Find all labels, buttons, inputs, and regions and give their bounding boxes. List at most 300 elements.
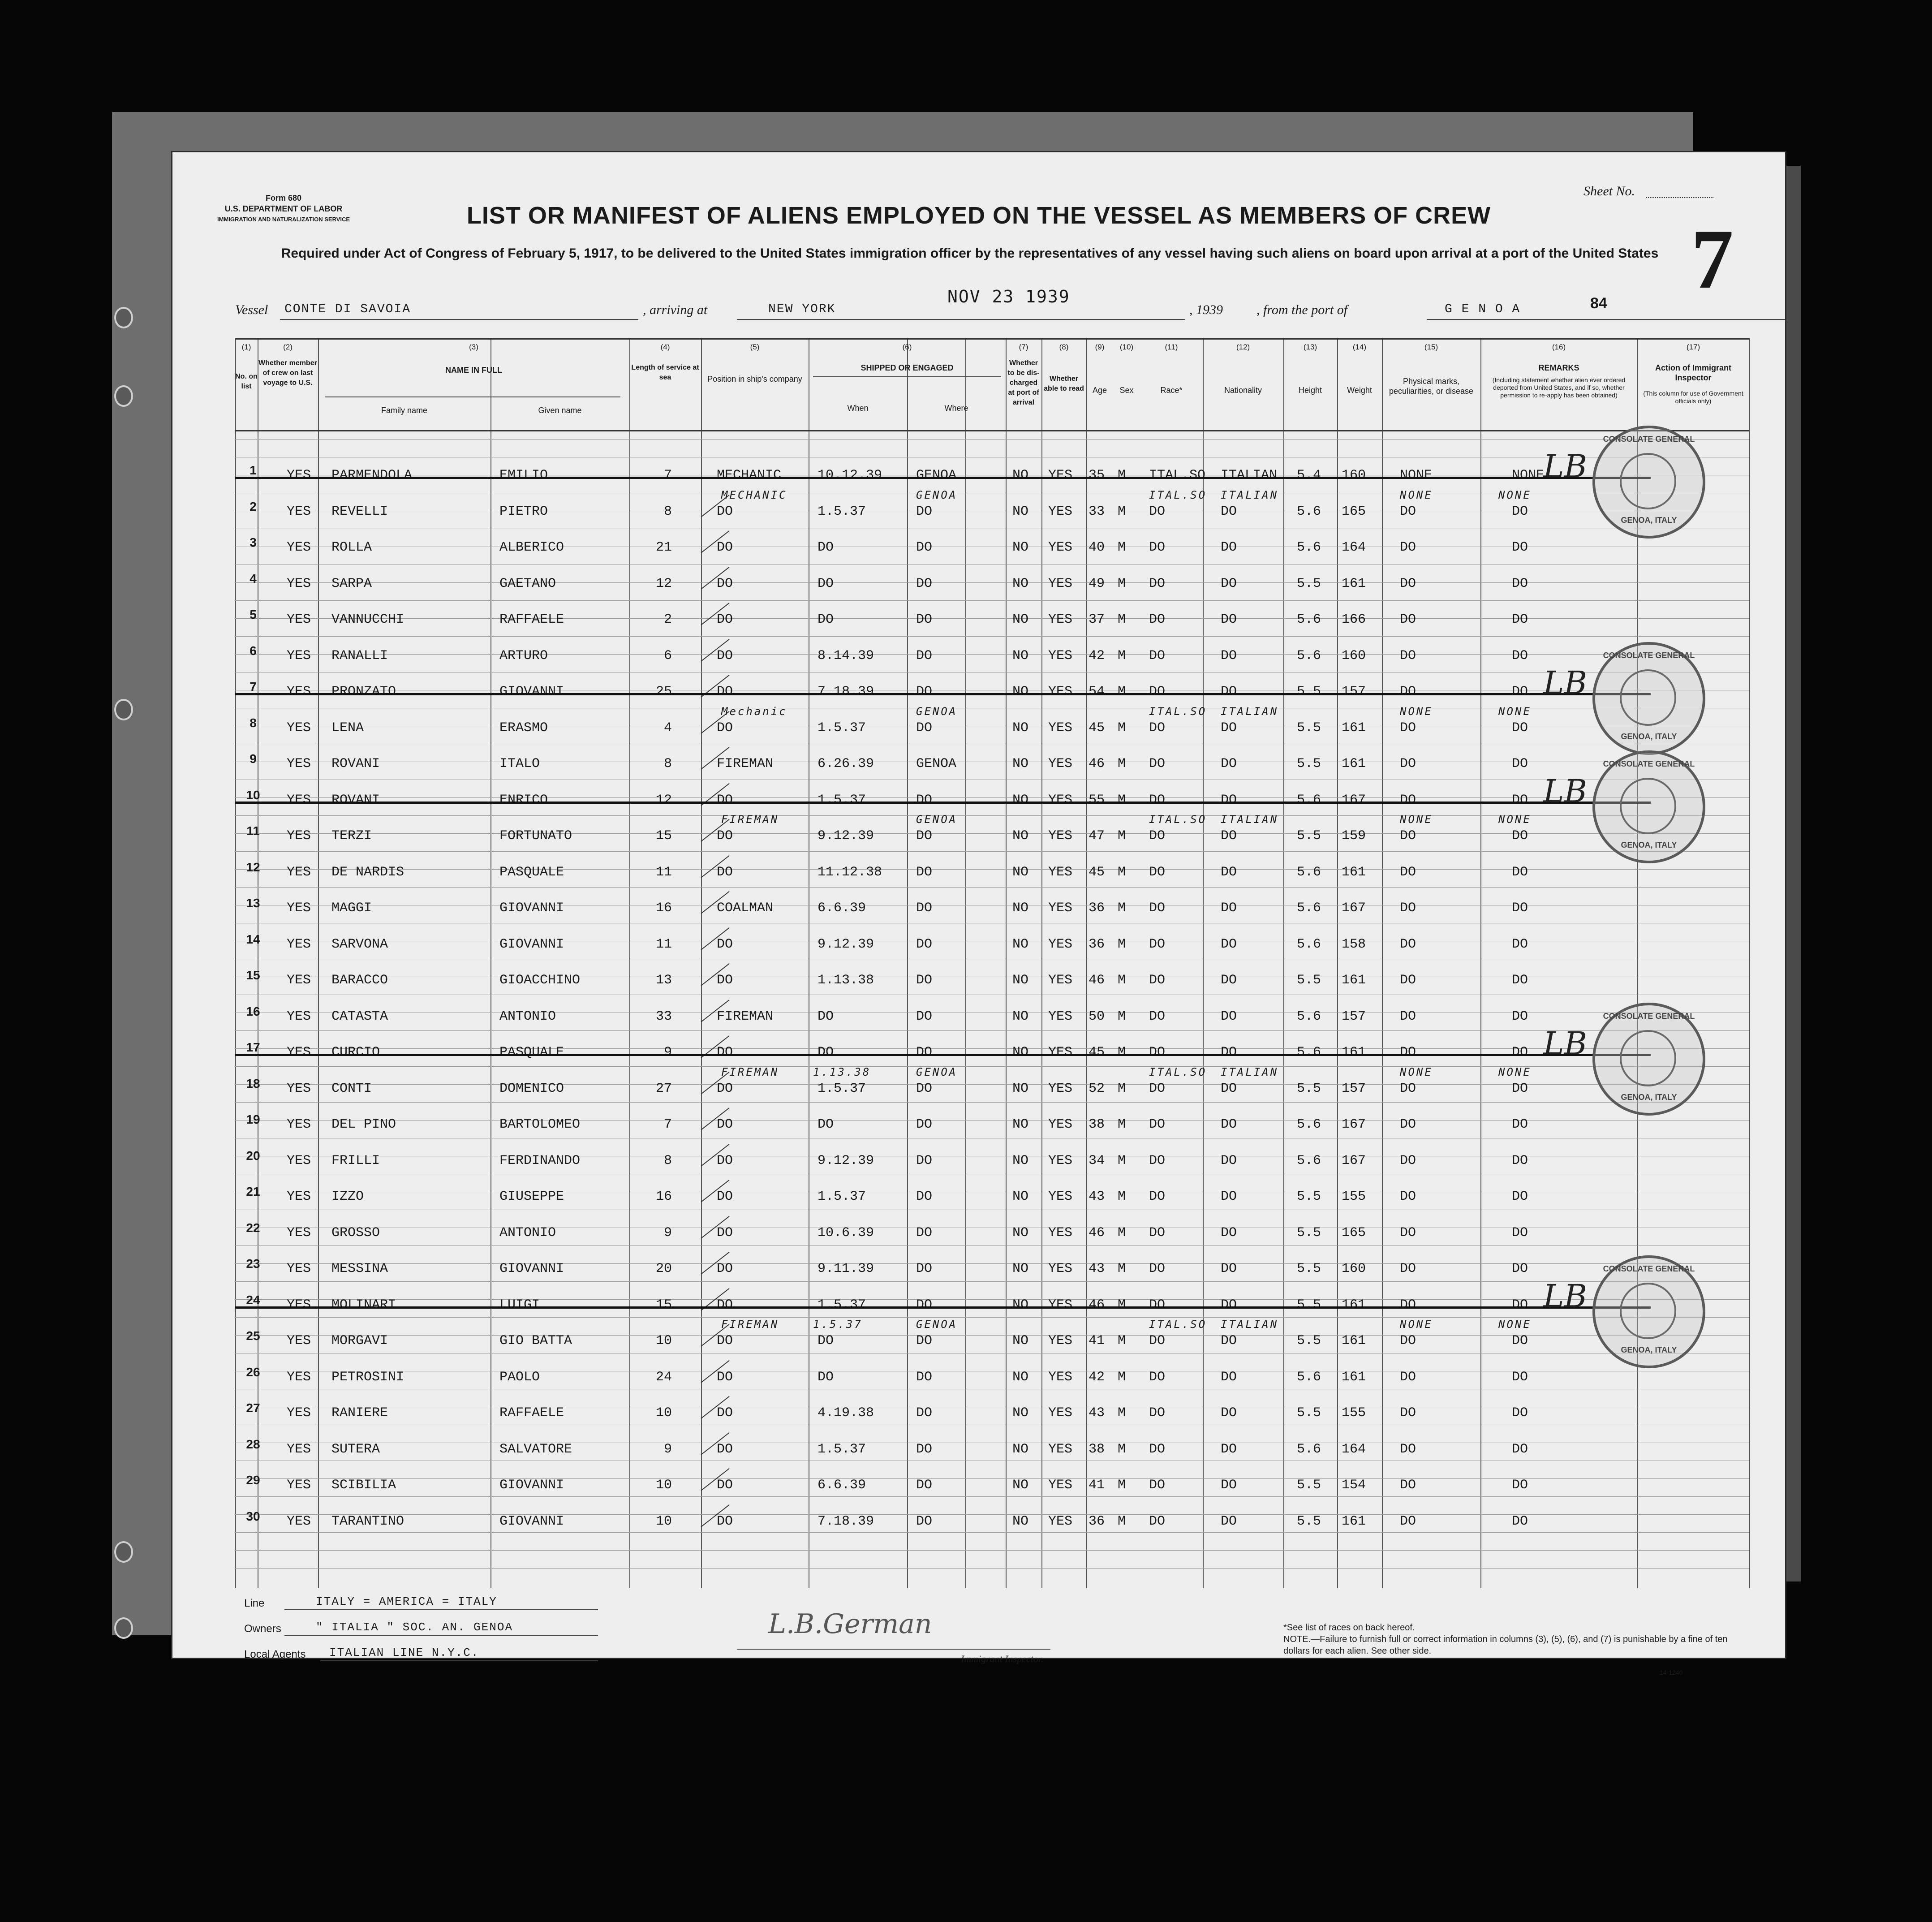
height: 5.5 [1297, 1081, 1321, 1096]
inspector-initials: LB [1543, 1277, 1587, 1314]
nationality: DO [1221, 612, 1237, 627]
family-name: FRILLI [331, 1153, 380, 1168]
weight: 155 [1342, 1405, 1366, 1421]
sex: M [1118, 1513, 1126, 1529]
age: 47 [1089, 828, 1105, 844]
shipped-where: DO [916, 1045, 933, 1060]
physical-marks: DO [1400, 792, 1416, 808]
shipped-where: DO [916, 1297, 933, 1313]
stamp-text: CONSOLATE GENERAL [1603, 1264, 1695, 1273]
handwritten-nationality: ITALIAN [1221, 488, 1279, 501]
ledger-line [235, 1550, 1749, 1551]
to-be-discharged: NO [1012, 1153, 1029, 1168]
nationality: DO [1221, 1153, 1237, 1168]
row-number: 30 [246, 1509, 260, 1523]
remarks: DO [1512, 973, 1528, 988]
weight: 160 [1342, 1261, 1366, 1276]
physical-marks: DO [1400, 1513, 1416, 1529]
height: 5.5 [1297, 756, 1321, 771]
whether-member: YES [287, 1369, 311, 1385]
nationality: DO [1221, 1405, 1237, 1421]
column-number: (12) [1236, 343, 1250, 351]
handwritten-position: FIREMAN [721, 1318, 779, 1331]
height: 5.5 [1297, 1189, 1321, 1204]
column-number: (3) [469, 343, 478, 351]
position: DO [717, 1189, 733, 1204]
header-position: Position in ship's company [707, 375, 802, 384]
whether-member: YES [287, 936, 311, 952]
family-name: RANALLI [331, 648, 388, 664]
column-rule [907, 338, 908, 1588]
able-to-read: YES [1048, 648, 1073, 664]
length-of-service: 16 [655, 901, 672, 916]
given-name: PIETRO [499, 504, 548, 519]
stamp-text: CONSOLATE GENERAL [1603, 759, 1695, 768]
race: DO [1149, 1369, 1166, 1385]
shipped-where: DO [916, 828, 933, 844]
age: 46 [1089, 973, 1105, 988]
column-number: (11) [1165, 343, 1178, 351]
race: DO [1149, 1225, 1166, 1241]
family-name: SARVONA [331, 936, 388, 952]
physical-marks: NONE [1400, 468, 1433, 483]
able-to-read: YES [1048, 901, 1073, 916]
nationality: DO [1221, 1117, 1237, 1132]
age: 38 [1089, 1441, 1105, 1457]
weight: 157 [1342, 684, 1366, 699]
whether-member: YES [287, 468, 311, 483]
shipped-where: DO [916, 1405, 933, 1421]
position: DO [717, 576, 733, 591]
race: DO [1149, 1297, 1166, 1313]
to-be-discharged: NO [1012, 1297, 1029, 1313]
weight: 158 [1342, 936, 1366, 952]
shipped-where: DO [916, 1478, 933, 1493]
handwritten-remarks: NONE [1498, 1065, 1532, 1078]
position: DO [717, 1513, 733, 1529]
inspector-label: Immigrant Inspector. [961, 1653, 1044, 1664]
departure-port: G E N O A [1445, 302, 1521, 316]
to-be-discharged: NO [1012, 756, 1029, 771]
to-be-discharged: NO [1012, 1333, 1029, 1349]
race: DO [1149, 936, 1166, 952]
family-name: PARMENDOLA [331, 468, 413, 483]
row-number: 5 [250, 608, 257, 621]
shipped-when: 1.5.37 [818, 1081, 866, 1096]
weight: 159 [1342, 828, 1366, 844]
family-name: BARACCO [331, 973, 388, 988]
able-to-read: YES [1048, 720, 1073, 736]
header-where: Where [944, 404, 968, 413]
given-name: GIOACCHINO [499, 973, 581, 988]
position: DO [717, 1405, 733, 1421]
department-name: U.S. DEPARTMENT OF LABOR [224, 204, 343, 213]
given-name: LUIGI [499, 1297, 540, 1313]
shipped-where: DO [916, 864, 933, 880]
form-code: 14-1240 [1660, 1669, 1683, 1676]
handwritten-remarks: NONE [1498, 705, 1532, 718]
height: 5.6 [1297, 612, 1321, 627]
position: FIREMAN [717, 756, 774, 771]
sex: M [1118, 1225, 1126, 1241]
sex: M [1118, 864, 1126, 880]
sex: M [1118, 1153, 1126, 1168]
to-be-discharged: NO [1012, 828, 1029, 844]
row-number: 14 [246, 932, 260, 946]
vessel-label: Vessel [235, 302, 268, 317]
weight: 167 [1342, 1153, 1366, 1168]
sex: M [1118, 1333, 1126, 1349]
header-family-name: Family name [381, 406, 428, 415]
nationality: DO [1221, 1441, 1237, 1457]
given-name: PASQUALE [499, 1045, 564, 1060]
length-of-service: 7 [663, 1117, 672, 1132]
height: 5.6 [1297, 648, 1321, 664]
whether-member: YES [287, 504, 311, 519]
length-of-service: 10 [655, 1333, 672, 1349]
whether-member: YES [287, 1513, 311, 1529]
given-name: FORTUNATO [499, 828, 572, 844]
shipped-when: 11.12.38 [818, 864, 882, 880]
given-name: ANTONIO [499, 1225, 556, 1241]
shipped-where: DO [916, 1441, 933, 1457]
family-name: RANIERE [331, 1405, 388, 1421]
nationality: DO [1221, 1008, 1237, 1024]
height: 5.5 [1297, 1333, 1321, 1349]
row-number: 11 [246, 824, 260, 838]
length-of-service: 11 [655, 936, 672, 952]
handwritten-remarks: NONE [1498, 813, 1532, 826]
whether-member: YES [287, 1297, 311, 1313]
header-name-in-full: NAME IN FULL [445, 366, 502, 375]
physical-marks: DO [1400, 1333, 1416, 1349]
length-of-service: 16 [655, 1189, 672, 1204]
whether-member: YES [287, 1405, 311, 1421]
position: DO [717, 540, 733, 555]
weight: 161 [1342, 1297, 1366, 1313]
remarks: DO [1512, 504, 1528, 519]
sheet-number-line [1646, 197, 1713, 198]
able-to-read: YES [1048, 468, 1073, 483]
weight: 164 [1342, 1441, 1366, 1457]
handwritten-port: GENOA [916, 1065, 958, 1078]
to-be-discharged: NO [1012, 684, 1029, 699]
nationality: DO [1221, 1189, 1237, 1204]
length-of-service: 21 [655, 540, 672, 555]
shipped-where: DO [916, 1333, 933, 1349]
weight: 161 [1342, 1333, 1366, 1349]
binder-hole [114, 385, 133, 407]
position: FIREMAN [717, 1008, 774, 1024]
length-of-service: 9 [663, 1045, 672, 1060]
whether-member: YES [287, 828, 311, 844]
position: DO [717, 1117, 733, 1132]
shipped-when: 1.5.37 [818, 720, 866, 736]
weight: 161 [1342, 973, 1366, 988]
nationality: DO [1221, 1045, 1237, 1060]
shipped-when: 9.12.39 [818, 936, 874, 952]
length-of-service: 33 [655, 1008, 672, 1024]
shipped-when: 9.12.39 [818, 1153, 874, 1168]
length-of-service: 10 [655, 1513, 672, 1529]
remarks: DO [1512, 1045, 1528, 1060]
family-name: MESSINA [331, 1261, 388, 1276]
remarks: DO [1512, 1405, 1528, 1421]
header-race: Race* [1160, 386, 1183, 395]
header-age: Age [1092, 386, 1107, 395]
shipped-when: 10.6.39 [818, 1225, 874, 1241]
position: DO [717, 720, 733, 736]
shipped-where: DO [916, 792, 933, 808]
physical-marks: DO [1400, 756, 1416, 771]
position: DO [717, 612, 733, 627]
able-to-read: YES [1048, 1189, 1073, 1204]
given-name: GIOVANNI [499, 1513, 564, 1529]
column-rule [965, 338, 966, 1588]
handwritten-race: ITAL.SO [1149, 1065, 1207, 1078]
to-be-discharged: NO [1012, 864, 1029, 880]
nationality: DO [1221, 1081, 1237, 1096]
position: DO [717, 864, 733, 880]
length-of-service: 15 [655, 1297, 672, 1313]
sex: M [1118, 1478, 1126, 1493]
binder-hole [114, 1617, 133, 1639]
family-name: SCIBILIA [331, 1478, 396, 1493]
row-number: 26 [246, 1365, 260, 1379]
shipped-where: DO [916, 1225, 933, 1241]
column-number: (14) [1352, 343, 1367, 351]
remarks: DO [1512, 864, 1528, 880]
column-number: (4) [660, 343, 670, 351]
race: DO [1149, 720, 1166, 736]
nationality: DO [1221, 720, 1237, 736]
given-name: GIUSEPPE [499, 1189, 564, 1204]
family-name: ROVANI [331, 756, 380, 771]
remarks: DO [1512, 1513, 1528, 1529]
able-to-read: YES [1048, 612, 1073, 627]
shipped-when: DO [818, 1369, 834, 1385]
shipped-where: DO [916, 612, 933, 627]
shipped-when: 6.6.39 [818, 901, 866, 916]
sex: M [1118, 973, 1126, 988]
shipped-when: DO [818, 576, 834, 591]
physical-marks: DO [1400, 936, 1416, 952]
physical-marks: DO [1400, 901, 1416, 916]
given-name: RAFFAELE [499, 1405, 564, 1421]
length-of-service: 12 [655, 576, 672, 591]
age: 40 [1089, 540, 1105, 555]
consulate-stamp [1592, 1255, 1705, 1368]
able-to-read: YES [1048, 936, 1073, 952]
physical-marks: DO [1400, 1405, 1416, 1421]
sheet-mark: 7 [1691, 212, 1734, 306]
strike-through-line [235, 1054, 1651, 1056]
column-rule [235, 338, 236, 1588]
column-number: (2) [283, 343, 293, 351]
age: 36 [1089, 901, 1105, 916]
column-rule [1283, 338, 1284, 1588]
handwritten-physical: NONE [1400, 813, 1433, 826]
column-rule [1006, 338, 1007, 1588]
to-be-discharged: NO [1012, 792, 1029, 808]
length-of-service: 8 [663, 504, 672, 519]
row-number: 13 [246, 896, 260, 910]
header-length-service: Length of service at sea [631, 364, 699, 381]
weight: 161 [1342, 576, 1366, 591]
race: DO [1149, 1008, 1166, 1024]
vessel-name: CONTE DI SAVOIA [284, 302, 411, 316]
height: 5.5 [1297, 1405, 1321, 1421]
able-to-read: YES [1048, 1225, 1073, 1241]
strike-through-line [235, 802, 1651, 804]
weight: 164 [1342, 540, 1366, 555]
able-to-read: YES [1048, 756, 1073, 771]
column-rule [1041, 338, 1042, 1588]
family-name: SUTERA [331, 1441, 380, 1457]
age: 34 [1089, 1153, 1105, 1168]
age: 33 [1089, 504, 1105, 519]
family-name: CATASTA [331, 1008, 388, 1024]
handwritten-date: 1.13.38 [813, 1065, 871, 1078]
position: DO [717, 1441, 733, 1457]
to-be-discharged: NO [1012, 468, 1029, 483]
able-to-read: YES [1048, 1081, 1073, 1096]
race: DO [1149, 901, 1166, 916]
header-given-name: Given name [538, 406, 582, 415]
race: DO [1149, 1081, 1166, 1096]
age: 38 [1089, 1117, 1105, 1132]
position: DO [717, 684, 733, 699]
row-number: 2 [250, 499, 257, 513]
length-of-service: 24 [655, 1369, 672, 1385]
shipped-when: 7.18.39 [818, 684, 874, 699]
height: 5.6 [1297, 1117, 1321, 1132]
shipped-when: 8.14.39 [818, 648, 874, 664]
race: ITAL.SO [1149, 468, 1206, 483]
length-of-service: 13 [655, 973, 672, 988]
whether-member: YES [287, 612, 311, 627]
race: DO [1149, 1441, 1166, 1457]
nationality: DO [1221, 1225, 1237, 1241]
weight: 165 [1342, 1225, 1366, 1241]
given-name: SALVATORE [499, 1441, 572, 1457]
family-name: DEL PINO [331, 1117, 396, 1132]
row-number: 4 [250, 571, 257, 586]
line-label: Line [244, 1597, 265, 1609]
header-sex: Sex [1119, 386, 1134, 395]
remarks: DO [1512, 1189, 1528, 1204]
shipped-when: 1.5.37 [818, 792, 866, 808]
header-discharged: Whether to be dis-charged at port of arrival [1007, 359, 1040, 406]
sex: M [1118, 684, 1126, 699]
row-number: 23 [246, 1257, 260, 1271]
length-of-service: 25 [655, 684, 672, 699]
height: 5.6 [1297, 1369, 1321, 1385]
able-to-read: YES [1048, 1441, 1073, 1457]
handwritten-remarks: NONE [1498, 1318, 1532, 1331]
row-number: 25 [246, 1329, 260, 1343]
handwritten-physical: NONE [1400, 488, 1433, 501]
consulate-stamp [1592, 426, 1705, 539]
row-number: 28 [246, 1437, 260, 1451]
nationality: DO [1221, 828, 1237, 844]
stamp-emblem [1620, 1030, 1676, 1086]
age: 41 [1089, 1478, 1105, 1493]
nationality: DO [1221, 1478, 1237, 1493]
column-number: (6) [902, 343, 912, 351]
year-label: , 1939 [1189, 302, 1223, 317]
row-number: 24 [246, 1293, 260, 1307]
header-rule-bottom [235, 430, 1749, 431]
remarks: DO [1512, 1081, 1528, 1096]
to-be-discharged: NO [1012, 1225, 1029, 1241]
given-name: ALBERICO [499, 540, 564, 555]
height: 5.6 [1297, 1008, 1321, 1024]
family-name: TARANTINO [331, 1513, 404, 1529]
physical-marks: DO [1400, 864, 1416, 880]
height: 5.5 [1297, 1297, 1321, 1313]
sex: M [1118, 1297, 1126, 1313]
to-be-discharged: NO [1012, 1441, 1029, 1457]
physical-marks: DO [1400, 684, 1416, 699]
weight: 157 [1342, 1008, 1366, 1024]
nationality: DO [1221, 1297, 1237, 1313]
whether-member: YES [287, 1081, 311, 1096]
physical-marks: DO [1400, 1225, 1416, 1241]
height: 5.5 [1297, 1261, 1321, 1276]
sex: M [1118, 1405, 1126, 1421]
stamp-emblem [1620, 778, 1676, 834]
able-to-read: YES [1048, 828, 1073, 844]
whether-member: YES [287, 1153, 311, 1168]
race: DO [1149, 828, 1166, 844]
stamp-text: CONSOLATE GENERAL [1603, 1012, 1695, 1021]
to-be-discharged: NO [1012, 1369, 1029, 1385]
row-number: 7 [250, 680, 257, 694]
header-action-note: (This column for use of Government officials only) [1643, 390, 1743, 405]
ledger-line [235, 851, 1749, 852]
column-rule [701, 338, 702, 1588]
races-note: *See list of races on back hereof. [1283, 1623, 1415, 1633]
sex: M [1118, 612, 1126, 627]
weight: 160 [1342, 468, 1366, 483]
family-name: IZZO [331, 1189, 364, 1204]
line-underline [284, 1609, 598, 1610]
row-number: 18 [246, 1076, 260, 1090]
race: DO [1149, 1333, 1166, 1349]
agents-value: ITALIAN LINE N.Y.C. [329, 1646, 479, 1659]
page-number: 84 [1590, 295, 1607, 312]
height: 5.5 [1297, 720, 1321, 736]
service-name: IMMIGRATION AND NATURALIZATION SERVICE [217, 216, 350, 223]
age: 46 [1089, 756, 1105, 771]
to-be-discharged: NO [1012, 504, 1029, 519]
age: 42 [1089, 648, 1105, 664]
physical-marks: DO [1400, 1297, 1416, 1313]
race: DO [1149, 612, 1166, 627]
whether-member: YES [287, 576, 311, 591]
sex: M [1118, 648, 1126, 664]
physical-marks: DO [1400, 1261, 1416, 1276]
remarks: DO [1512, 792, 1528, 808]
whether-member: YES [287, 1008, 311, 1024]
weight: 160 [1342, 648, 1366, 664]
length-of-service: 27 [655, 1081, 672, 1096]
nationality: DO [1221, 684, 1237, 699]
race: DO [1149, 540, 1166, 555]
header-height: Height [1298, 386, 1322, 395]
whether-member: YES [287, 1441, 311, 1457]
